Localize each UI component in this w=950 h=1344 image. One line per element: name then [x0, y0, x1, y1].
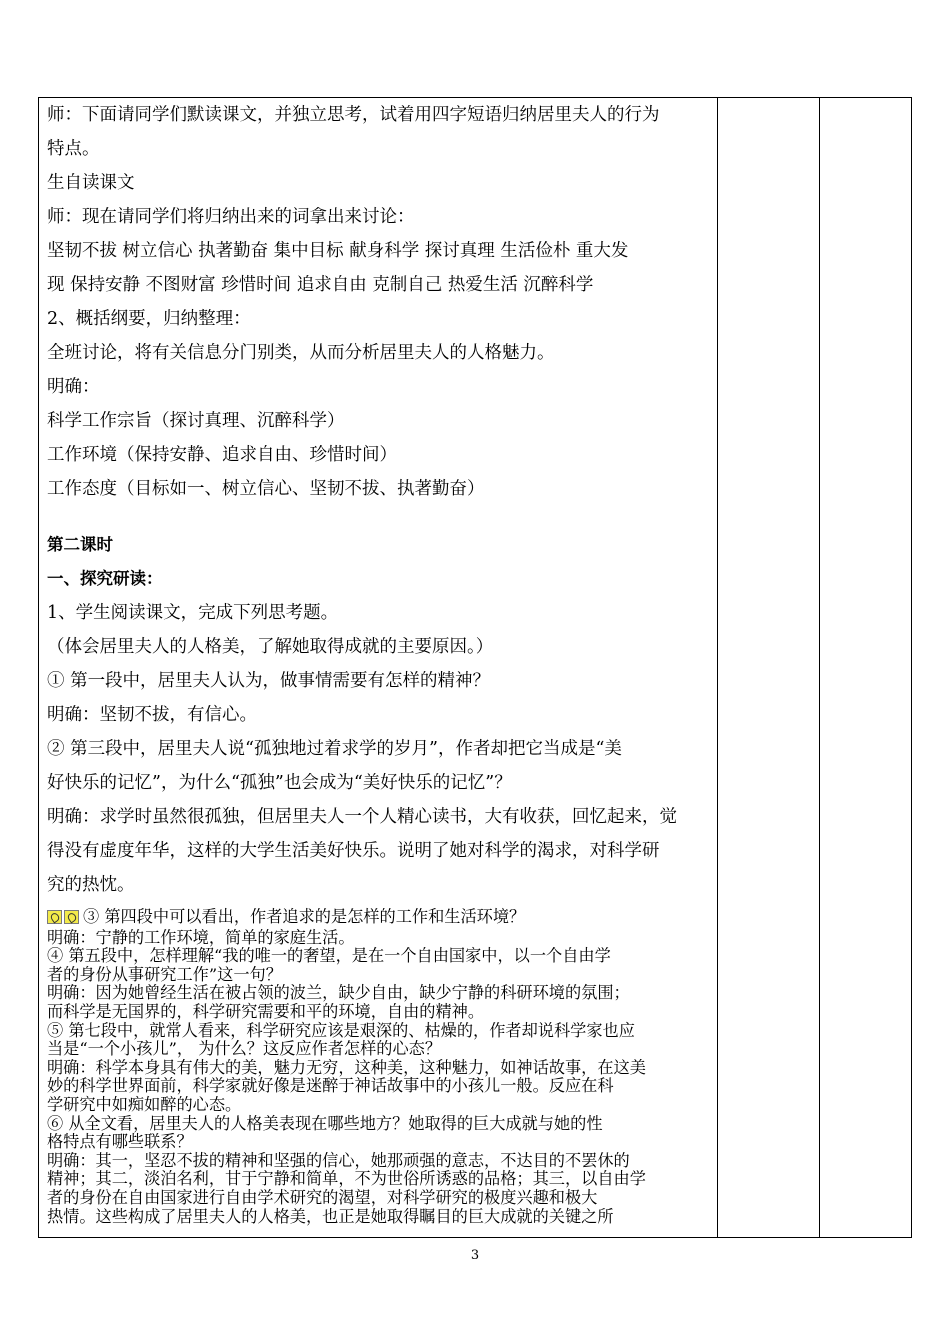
- text-line: 师：下面请同学们默读课文，并独立思考，试着用四字短语归纳居里夫人的行为: [47, 105, 660, 125]
- lesson-content-cell: [47, 98, 711, 1237]
- text-line: 精神；其二，淡泊名利，甘于宁静和简单，不为世俗所诱惑的品格；其三，以自由学: [47, 1169, 646, 1189]
- text-line: 现 保持安静 不图财富 珍惜时间 追求自由 克制自己 热爱生活 沉醉科学: [47, 275, 594, 295]
- text-line: 者的身份在自由国家进行自由学术研究的渴望，对科学研究的极度兴趣和极大: [47, 1187, 598, 1207]
- lesson-heading: 第二课时: [47, 535, 113, 554]
- page-number: 3: [470, 1248, 480, 1263]
- question-3: ③ 第四段中可以看出，作者追求的是怎样的工作和生活环境？: [47, 908, 711, 929]
- text-line: 生自读课文: [47, 173, 135, 193]
- text-line: 2、概括纲要，归纳整理：: [47, 309, 251, 329]
- text-line: 学研究中如痴如醉的心态。: [47, 1094, 242, 1114]
- text-line: 特点。: [47, 139, 100, 159]
- text-line: 明确：求学时虽然很孤独，但居里夫人一个人精心读书，大有收获，回忆起来，觉: [47, 807, 677, 827]
- pencil-icon: [47, 910, 81, 929]
- text-line: ② 第三段中，居里夫人说“孤独地过着求学的岁月”，作者却把它当成是“美: [47, 739, 622, 759]
- section-heading: 一、探究研读：: [47, 569, 163, 588]
- text-line: 明确：: [47, 377, 100, 397]
- text-line: ⑤ 第七段中，就常人看来，科学研究应该是艰深的、枯燥的，作者却说科学家也应: [47, 1020, 635, 1040]
- text-line: ⑥ 从全文看，居里夫人的人格美表现在哪些地方？她取得的巨大成就与她的性: [47, 1113, 603, 1133]
- text-line: 而科学是无国界的，科学研究需要和平的环境，自由的精神。: [47, 1001, 485, 1021]
- text-line: 明确：坚韧不拔，有信心。: [47, 705, 257, 725]
- answers-section: [47, 908, 711, 1226]
- discussion-section: [47, 98, 711, 506]
- text-line: 当是“一个小孩儿”， 为什么？这反应作者怎样的心态？: [47, 1039, 442, 1059]
- text-line: 坚韧不拔 树立信心 执著勤奋 集中目标 献身科学 探讨真理 生活俭朴 重大发: [47, 241, 629, 261]
- text-line: ④ 第五段中，怎样理解“我的唯一的奢望，是在一个自由国家中，以一个自由学: [47, 946, 611, 966]
- text-line: 明确：科学本身具有伟大的美，魅力无穷，这种美，这种魅力，如神话故事，在这美: [47, 1057, 646, 1077]
- text-line: 师：现在请同学们将归纳出来的词拿出来讨论：: [47, 207, 415, 227]
- text-line: 1、学生阅读课文，完成下列思考题。: [47, 603, 339, 623]
- text-line: 全班讨论，将有关信息分门别类，从而分析居里夫人的人格魅力。: [47, 343, 555, 363]
- text-line: 科学工作宗旨（探讨真理、沉醉科学）: [47, 411, 345, 431]
- text-line: 明确：因为她曾经生活在被占领的波兰，缺少自由，缺少宁静的科研环境的氛围；: [47, 983, 630, 1003]
- inquiry-section: [47, 596, 711, 902]
- text-line: 格特点有哪些联系？: [47, 1132, 193, 1152]
- text-line: 妙的科学世界面前，科学家就好像是迷醉于神话故事中的小孩儿一般。反应在科: [47, 1076, 614, 1096]
- column-divider: [717, 98, 718, 1237]
- text-line: 工作态度（目标如一、树立信心、坚韧不拔、执著勤奋）: [47, 479, 485, 499]
- text-line: ① 第一段中，居里夫人认为，做事情需要有怎样的精神？: [47, 671, 491, 691]
- text-line: 工作环境（保持安静、追求自由、珍惜时间）: [47, 445, 397, 465]
- text-line: 热情。这些构成了居里夫人的人格美，也正是她取得瞩目的巨大成就的关键之所: [47, 1206, 614, 1226]
- text-line: （体会居里夫人的人格美，了解她取得成就的主要原因。）: [47, 637, 494, 657]
- text-line: 得没有虚度年华，这样的大学生活美好快乐。说明了她对科学的渴求，对科学研: [47, 841, 660, 861]
- text-line: 好快乐的记忆”，为什么“孤独”也会成为“美好快乐的记忆”？: [47, 773, 512, 793]
- column-divider: [819, 98, 820, 1237]
- text-line: 者的身份从事研究工作”这一句？: [47, 964, 282, 984]
- text-line: 明确：宁静的工作环境，简单的家庭生活。: [47, 927, 355, 947]
- text-line: 究的热忱。: [47, 875, 135, 895]
- lesson-table: [38, 97, 912, 1238]
- text-line: 明确：其一，坚忍不拔的精神和坚强的信心，她那顽强的意志，不达目的不罢休的: [47, 1150, 630, 1170]
